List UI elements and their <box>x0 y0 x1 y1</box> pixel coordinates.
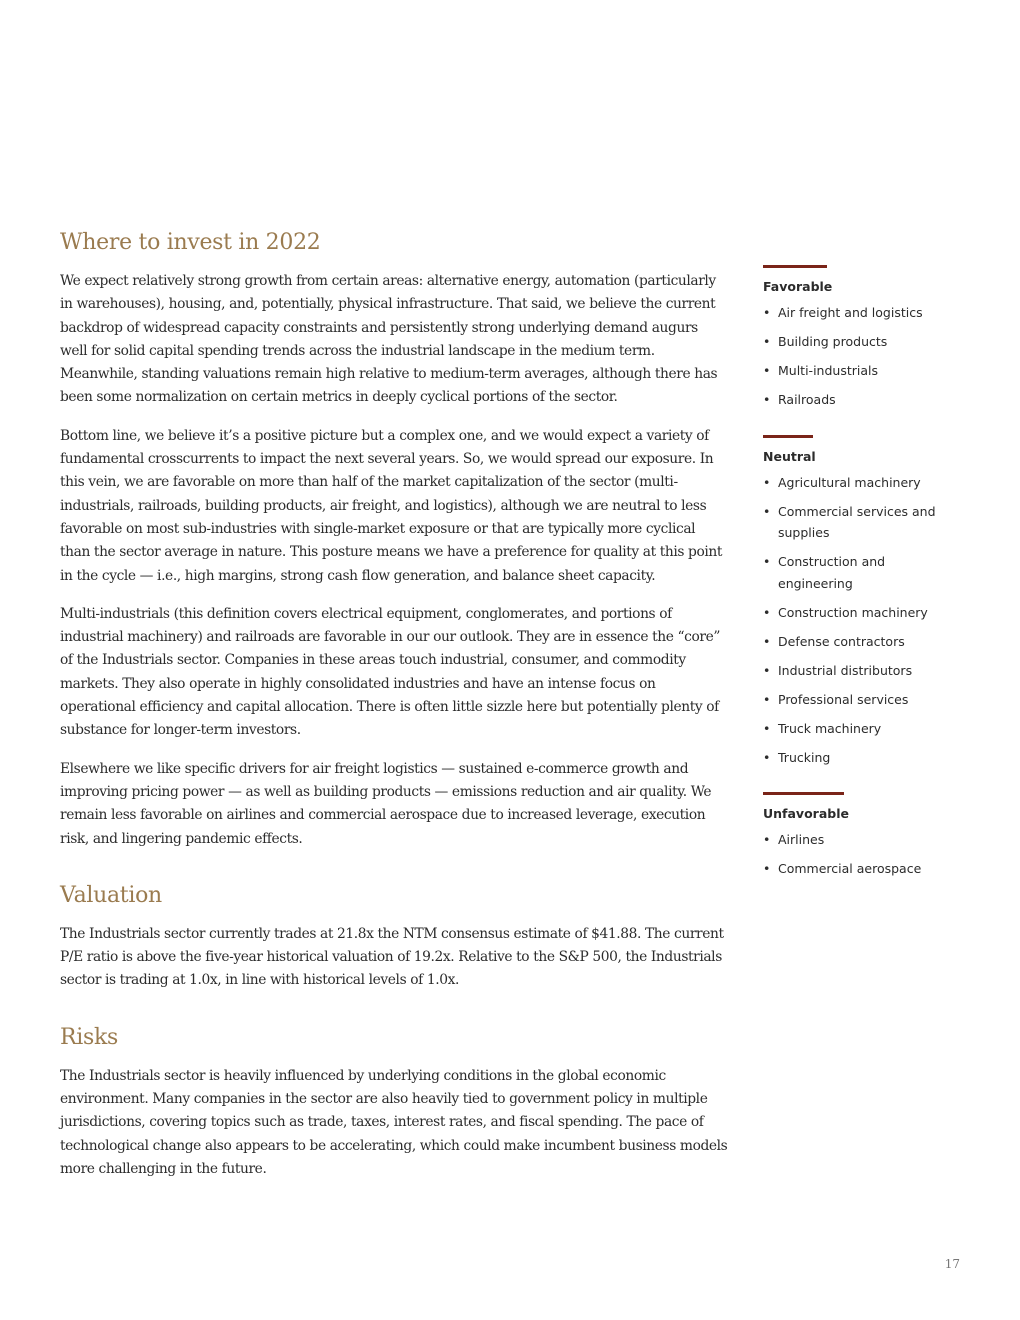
rating-group-unfavorable <box>763 792 953 880</box>
risks-paragraph: The Industrials sector is heavily influenced by underlying conditions in the global economic environment. Many companies in the sector are also heavily tied to government policy in multiple jurisdictions, covering topics such as trade, taxes, interest rates, and fiscal spending. The pace of technological change also appears to be accelerating, which could make incumbent business models more challenging in the future. <box>60 1067 728 1177</box>
list-item-label: Agricultural machinery <box>778 474 921 490</box>
unfavorable-accent-rule <box>763 792 844 795</box>
list-item <box>763 631 953 653</box>
bullet-icon: • <box>763 832 771 847</box>
rating-title-favorable: Favorable <box>763 279 833 294</box>
neutral-list <box>763 472 953 769</box>
list-item-label: Multi-industrials <box>778 363 878 378</box>
sub-industry-ratings-sidebar <box>763 265 953 904</box>
rating-group-neutral <box>763 435 953 769</box>
list-item <box>763 472 953 494</box>
list-item <box>763 858 953 880</box>
favorable-list <box>763 302 953 411</box>
list-item-label: Truck machinery <box>778 720 882 736</box>
heading-risks: Risks <box>60 1024 119 1050</box>
bullet-icon: • <box>763 392 771 407</box>
unfavorable-list <box>763 829 953 880</box>
main-content <box>60 228 728 1196</box>
bullet-icon: • <box>763 604 771 620</box>
page-number: 17 <box>944 1257 960 1271</box>
valuation-paragraph: The Industrials sector currently trades at 21.8x the NTM consensus estimate of $41.88. The current P/E ratio is above the five-year historical valuation of 19.2x. Relative to the S&P 500, the Industrials sector is trading at 1.0x, in line with historical levels of 1.0x. <box>60 925 724 989</box>
list-item <box>763 718 953 740</box>
list-item-label: Industrial distributors <box>778 662 913 678</box>
list-item <box>763 331 953 353</box>
rating-group-favorable <box>763 265 953 411</box>
list-item-label: Air freight and logistics <box>778 305 923 320</box>
heading-where-to-invest: Where to invest in 2022 <box>60 230 321 255</box>
invest-paragraph-3: Multi-industrials (this definition covers electrical equipment, conglomerates, and portions of industrial machinery) and railroads are favorable in our our outlook. They are in essence the “core” of the Industrials sector. Companies in these areas touch industrial, consumer, and commodity markets. They also operate in highly consolidated industries and have an intense focus on operational efficiency and capital allocation. There is often little sizzle here but potentially plenty of substance for longer-term investors. <box>60 605 720 739</box>
list-item-label: Railroads <box>778 392 836 407</box>
list-item-label: Trucking <box>778 749 831 765</box>
bullet-icon: • <box>763 305 771 320</box>
bullet-icon: • <box>763 363 771 378</box>
bullet-icon: • <box>763 503 771 519</box>
invest-paragraph-4: Elsewhere we like specific drivers for air freight logistics — sustained e-commerce growth and improving pricing power — as well as building products — emissions reduction and air quality. We remain less favorable on airlines and commercial aerospace due to increased leverage, execution risk, and lingering pandemic effects. <box>60 760 712 847</box>
list-item-label: Professional services <box>778 691 909 707</box>
heading-valuation: Valuation <box>60 882 162 908</box>
list-item <box>763 389 953 411</box>
bullet-icon: • <box>763 334 771 349</box>
bullet-icon: • <box>763 749 771 765</box>
list-item <box>763 660 953 682</box>
list-item-label: Building products <box>778 334 888 349</box>
list-item <box>763 551 953 594</box>
list-item <box>763 689 953 711</box>
list-item <box>763 360 953 382</box>
neutral-accent-rule <box>763 435 813 438</box>
bullet-icon: • <box>763 691 771 707</box>
list-item-label: Defense contractors <box>778 633 905 649</box>
rating-title-unfavorable: Unfavorable <box>763 806 849 821</box>
bullet-icon: • <box>763 633 771 649</box>
list-item-label: Airlines <box>778 832 825 847</box>
list-item-label: Commercial services and supplies <box>778 503 936 540</box>
bullet-icon: • <box>763 554 771 569</box>
list-item <box>763 501 953 544</box>
invest-paragraph-1: We expect relatively strong growth from certain areas: alternative energy, automation (particularly in warehouses), housing, and, potentially, physical infrastructure. That said, we believe the current backdrop of widespread capacity constraints and persistently strong underlying demand augurs well for solid capital spending trends across the industrial landscape in the medium term. Meanwhile, standing valuations remain high relative to medium-term averages, although there has been some normalization on certain metrics in deeply cyclical portions of the sector. <box>60 273 718 406</box>
list-item <box>763 602 953 624</box>
list-item <box>763 302 953 324</box>
list-item-label: Construction and engineering <box>778 554 886 591</box>
invest-paragraph-2: Bottom line, we believe it’s a positive picture but a complex one, and we would expect a variety of fundamental crosscurrents to impact the next several years. So, we would spread our exposure. In this vein, we are favorable on more than half of the market capitalization of the sector (multi-industrials, railroads, building products, air freight, and logistics), although we are neutral to less favorable on most sub-industries with single-market exposure or that are typically more cyclical than the sector average in nature. This posture means we have a preference for quality at this point in the cycle — i.e., high margins, strong cash flow generation, and balance sheet capacity. <box>60 427 722 584</box>
list-item <box>763 829 953 851</box>
bullet-icon: • <box>763 861 771 876</box>
rating-title-neutral: Neutral <box>763 448 816 464</box>
list-item <box>763 747 953 769</box>
favorable-accent-rule <box>763 265 827 268</box>
list-item-label: Commercial aerospace <box>778 861 922 876</box>
bullet-icon: • <box>763 662 771 678</box>
bullet-icon: • <box>763 720 771 736</box>
bullet-icon: • <box>763 474 771 490</box>
list-item-label: Construction machinery <box>778 604 928 620</box>
